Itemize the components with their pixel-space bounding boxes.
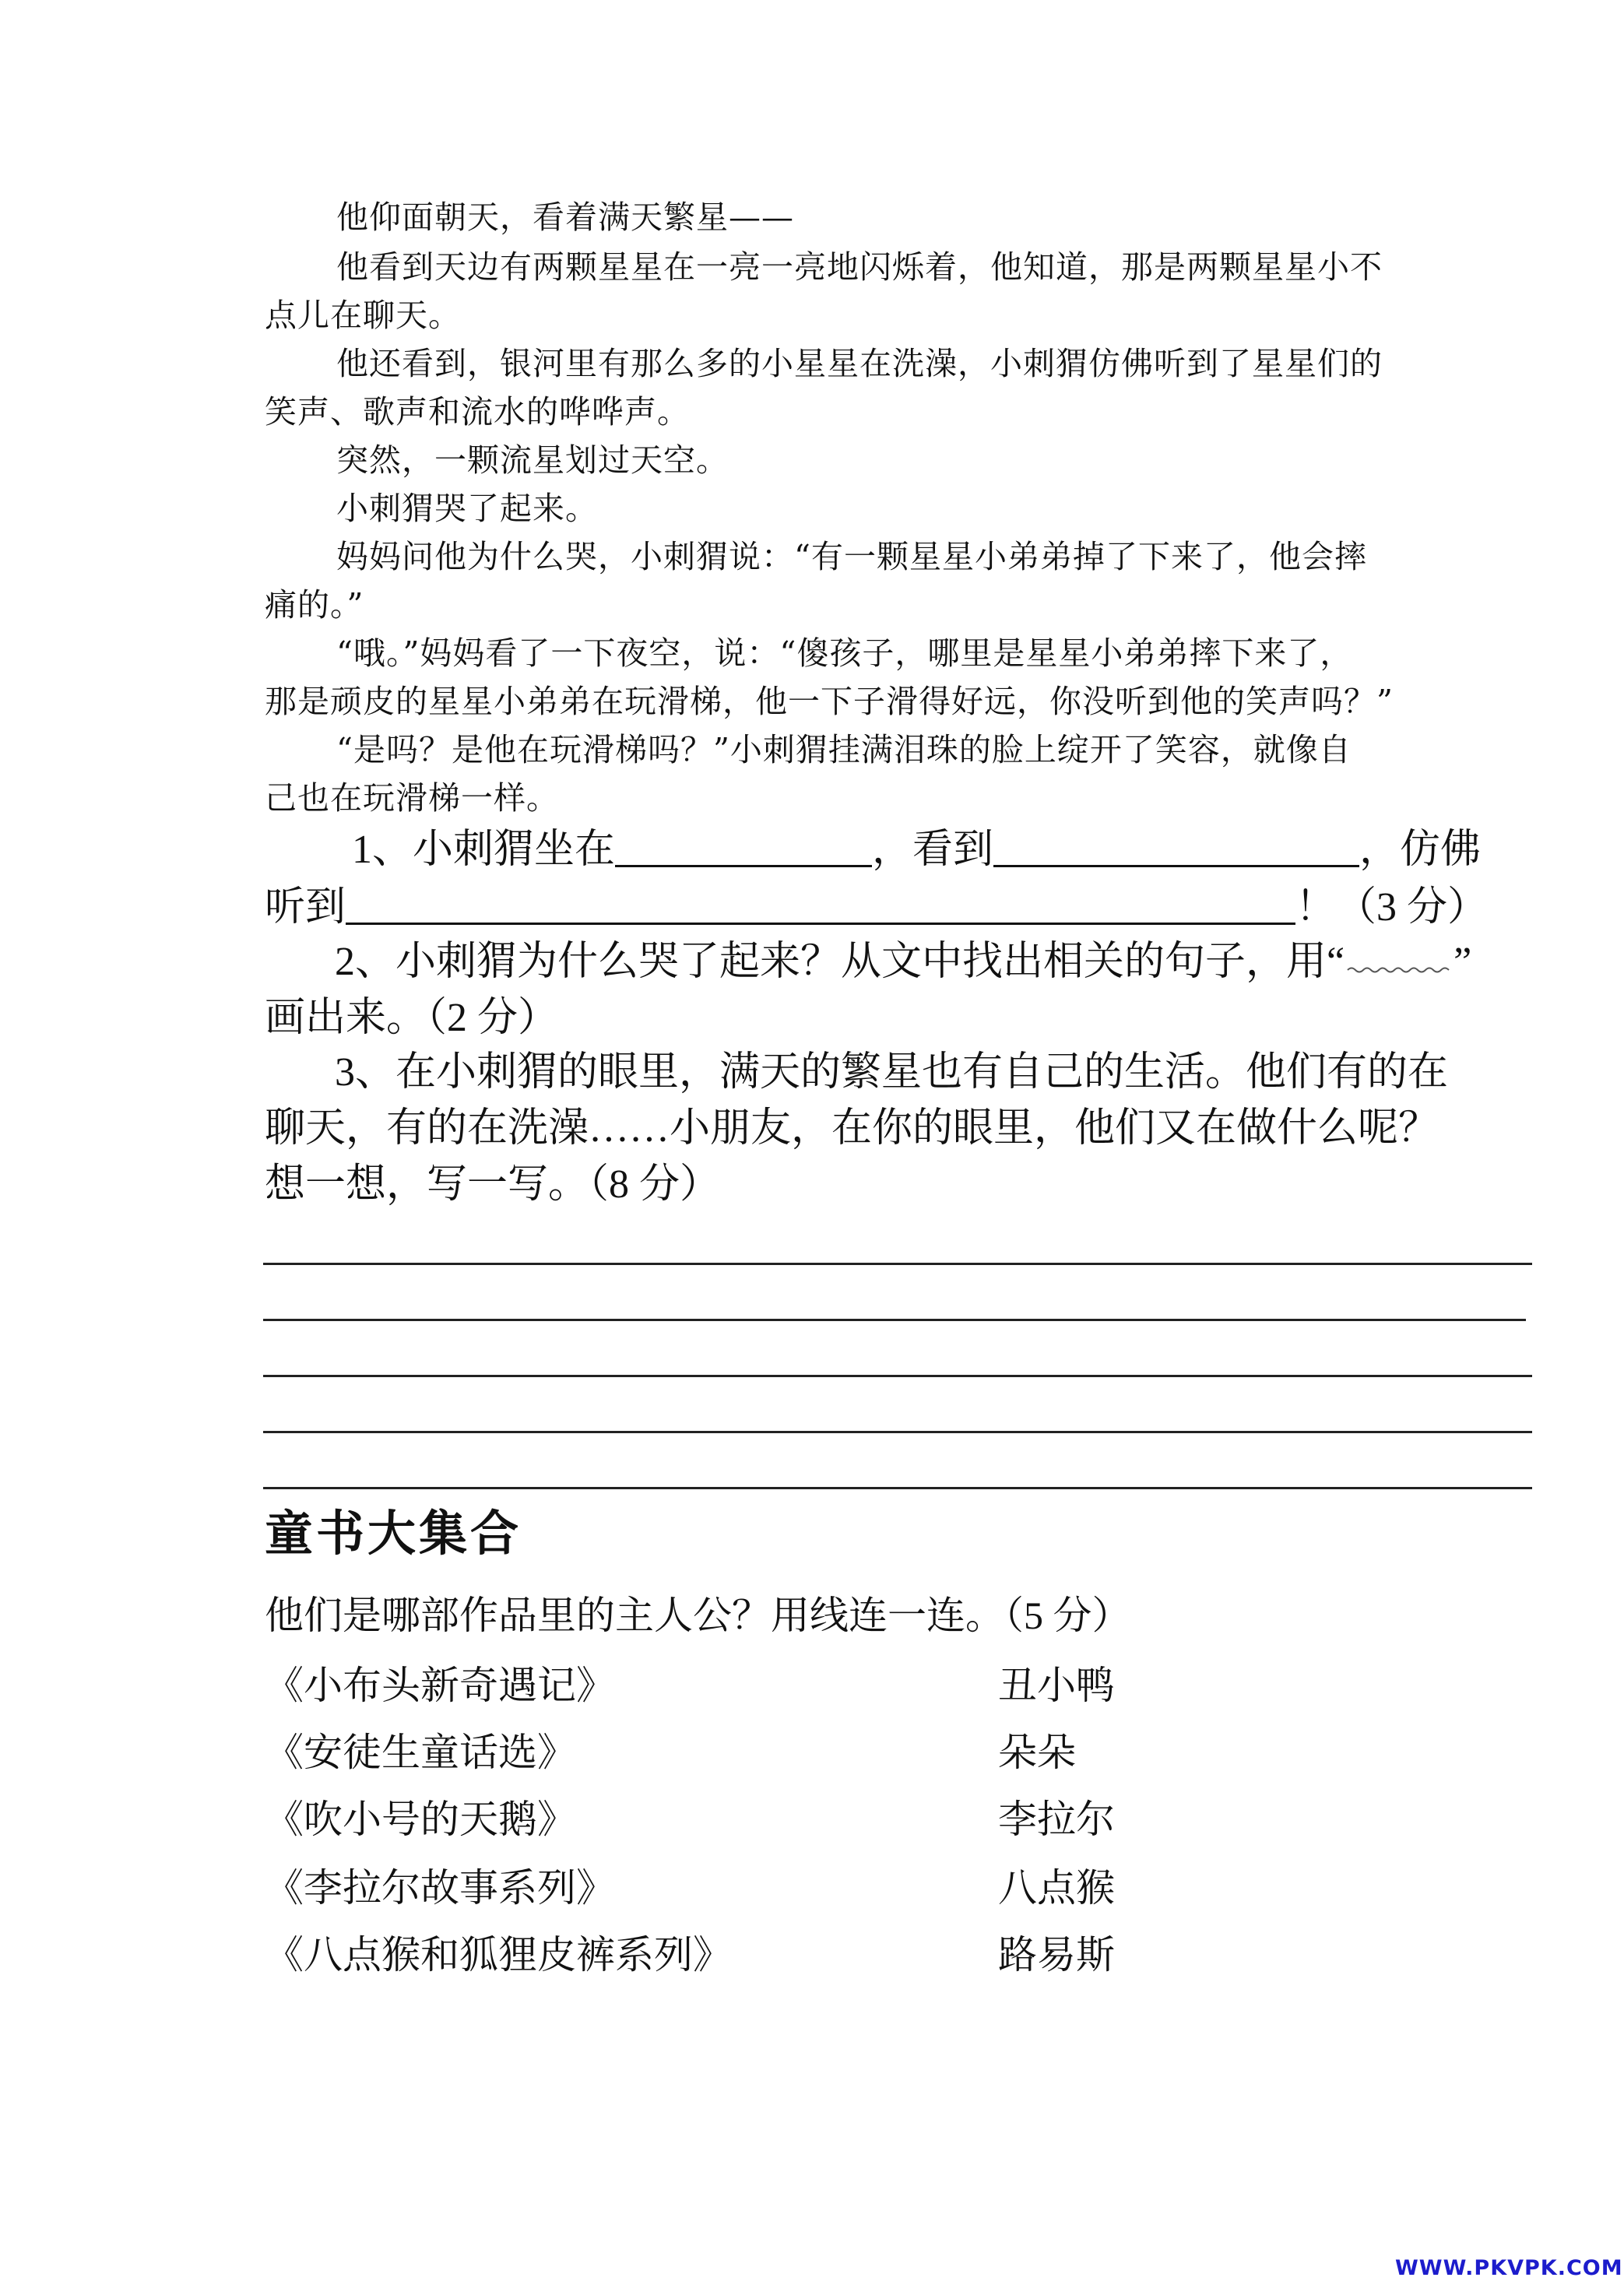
answer-writing-line[interactable] [263, 1375, 1532, 1377]
character-name[interactable]: 路易斯 [998, 1933, 1115, 1977]
answer-blank[interactable] [993, 828, 1359, 867]
question-1-text: 听到 [265, 885, 346, 930]
story-line: 突然，一颗流星划过天空。 [336, 441, 729, 479]
story-line: “是吗？是他在玩滑梯吗？”小刺猬挂满泪珠的脸上绽开了笑容，就像自 [336, 731, 1352, 768]
question-3-line-2: 聊天，有的在洗澡……小朋友，在你的眼里，他们又在做什么呢？ [265, 1106, 1439, 1151]
story-line: 妈妈问他为什么哭，小刺猬说：“有一颗星星小弟弟掉了下来了，他会摔 [336, 538, 1367, 575]
story-line: 他看到天边有两颗星星在一亮一亮地闪烁着，他知道，那是两颗星星小不 [336, 248, 1383, 286]
answer-writing-line[interactable] [263, 1431, 1532, 1433]
story-line: “哦。”妈妈看了一下夜空，说：“傻孩子，哪里是星星小弟弟摔下来了， [336, 634, 1353, 672]
story-line: 点儿在聊天。 [265, 297, 461, 334]
question-1-text: 1、小刺猬坐在 [352, 828, 616, 872]
story-line: 小刺猬哭了起来。 [336, 490, 598, 527]
story-line: 己也在玩滑梯一样。 [265, 779, 559, 817]
site-watermark: WWW.PKVPK.COM [1395, 2256, 1623, 2280]
book-title[interactable]: 《小布头新奇遇记》 [265, 1664, 615, 1707]
question-1-line-1 [352, 822, 1481, 878]
question-3-line-3: 想一想，写一写。（8 分） [265, 1162, 721, 1207]
answer-writing-line[interactable] [263, 1263, 1532, 1265]
question-1-text: ，看到 [872, 828, 994, 872]
story-line: 他还看到，银河里有那么多的小星星在洗澡，小刺猬仿佛听到了星星们的 [336, 345, 1383, 382]
book-title[interactable]: 《安徒生童话选》 [265, 1731, 576, 1774]
question-2-text: 2、小刺猬为什么哭了起来？从文中找出相关的句子，用“ [335, 940, 1345, 984]
answer-writing-line[interactable] [263, 1487, 1532, 1489]
character-name[interactable]: 李拉尔 [998, 1798, 1115, 1841]
story-line: 笑声、歌声和流水的哗哗声。 [265, 393, 690, 431]
answer-writing-line[interactable] [263, 1319, 1526, 1321]
wavy-underline-mark [1345, 953, 1454, 976]
question-3-line-1: 3、在小刺猬的眼里，满天的繁星也有自己的生活。他们有的在 [335, 1050, 1449, 1095]
question-2-line-1 [335, 934, 1471, 990]
character-name[interactable]: 八点猴 [998, 1866, 1115, 1910]
book-title[interactable]: 《吹小号的天鹅》 [265, 1798, 576, 1841]
character-name[interactable]: 朵朵 [998, 1731, 1076, 1774]
story-line: 痛的。” [265, 586, 364, 624]
answer-blank[interactable] [615, 828, 872, 867]
question-1-line-2 [265, 880, 1488, 936]
book-title[interactable]: 《八点猴和狐狸皮裤系列》 [265, 1933, 732, 1977]
question-2-line-2: 画出来。（2 分） [265, 996, 559, 1040]
story-line: 那是顽皮的星星小弟弟在玩滑梯，他一下子滑得好远，你没听到他的笑声吗？” [265, 683, 1394, 720]
question-1-text: ，仿佛 [1359, 828, 1482, 872]
character-name[interactable]: 丑小鸭 [998, 1664, 1115, 1707]
story-line: 他仰面朝天，看着满天繁星—— [336, 199, 794, 236]
section-title: 童书大集合 [265, 1505, 522, 1562]
question-2-text: ” [1454, 940, 1472, 984]
answer-blank[interactable] [346, 885, 1295, 925]
question-1-text: ！（3 分） [1295, 885, 1489, 930]
book-title[interactable]: 《李拉尔故事系列》 [265, 1866, 615, 1910]
section-instruction: 他们是哪部作品里的主人公？用线连一连。（5 分） [265, 1594, 1131, 1637]
